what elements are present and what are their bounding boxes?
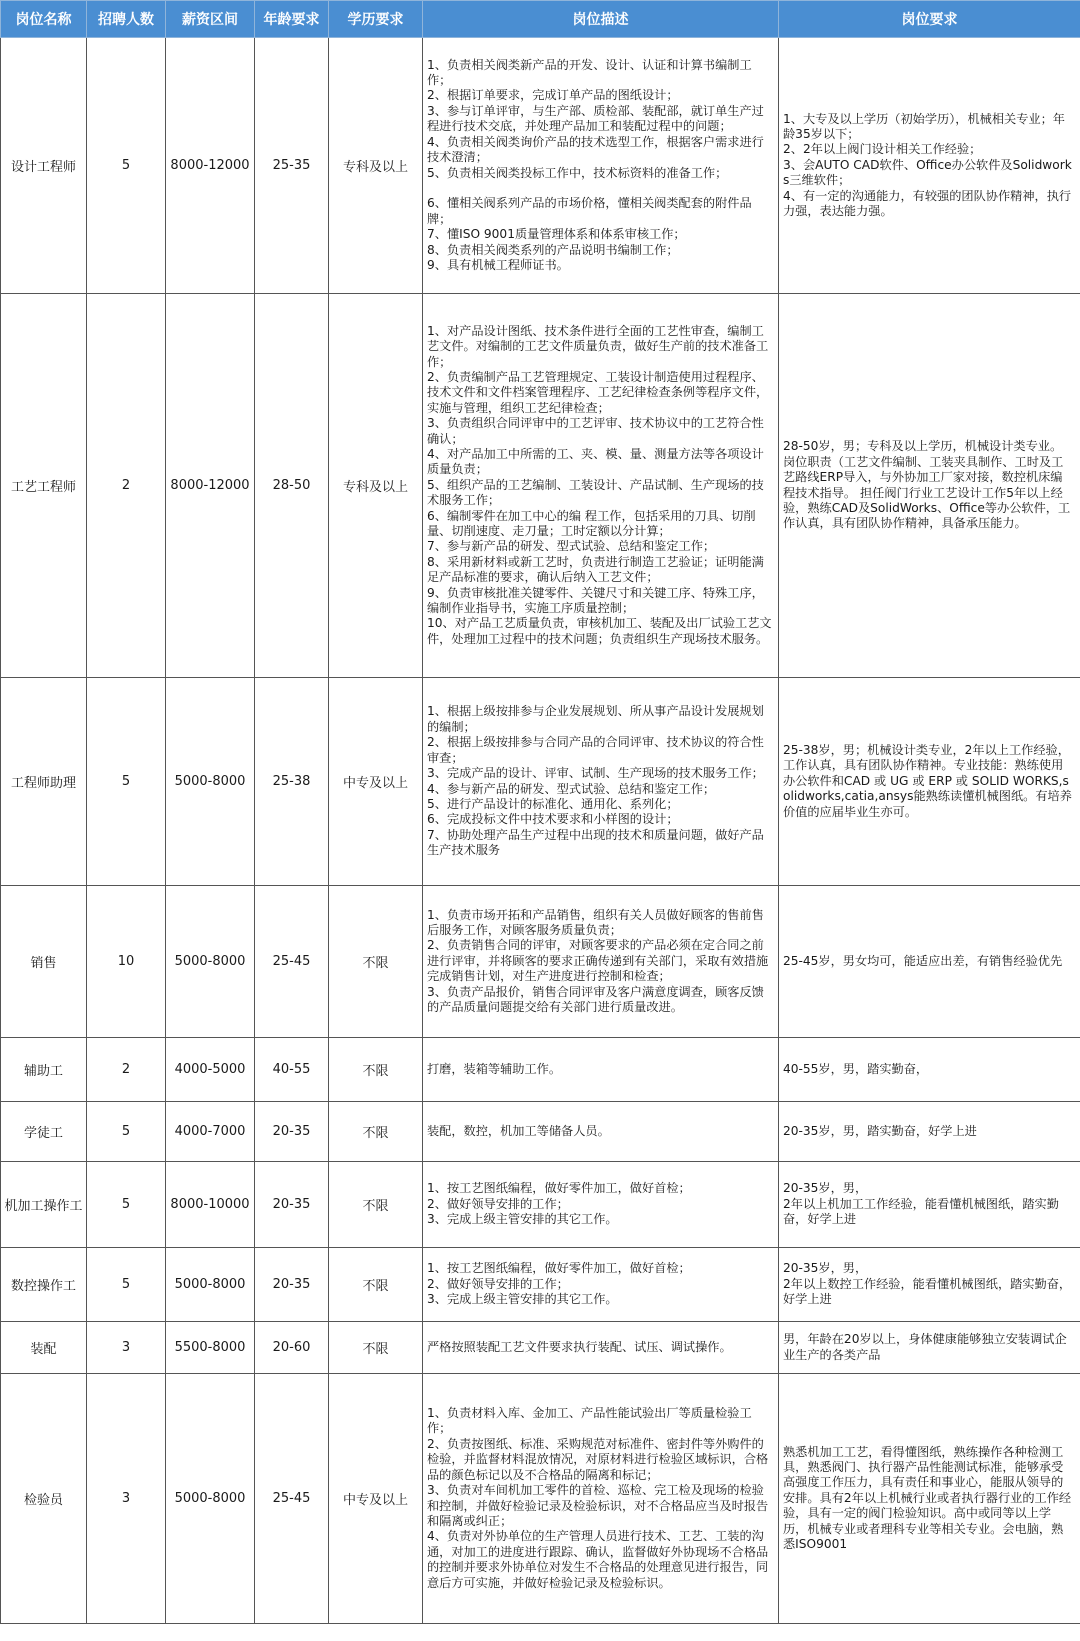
position-name: 销售 [1,886,87,1038]
table-row [1,1322,1080,1374]
headcount: 2 [87,1038,166,1102]
job-requirements: 40-55岁，男，踏实勤奋， [779,1038,1080,1102]
education: 不限 [329,1162,423,1248]
job-requirements: 男，年龄在20岁以上，身体健康能够独立安装调试企业生产的各类产品 [779,1322,1080,1374]
header-job-description: 岗位描述 [423,1,779,38]
headcount: 3 [87,1322,166,1374]
job-requirements: 20-35岁，男，踏实勤奋，好学上进 [779,1102,1080,1162]
job-requirements: 25-45岁，男女均可，能适应出差，有销售经验优先 [779,886,1080,1038]
headcount: 5 [87,678,166,886]
position-name: 数控操作工 [1,1248,87,1322]
header-position-name: 岗位名称 [1,1,87,38]
position-name: 机加工操作工 [1,1162,87,1248]
salary-range: 5000-8000 [166,886,255,1038]
education: 中专及以上 [329,1374,423,1624]
job-description: 1、按工艺图纸编程，做好零件加工，做好首检； 2、做好领导安排的工作； 3、完成上级主管安排的其它工作。 [423,1162,779,1248]
job-description: 严格按照装配工艺文件要求执行装配、试压、调试操作。 [423,1322,779,1374]
headcount: 2 [87,294,166,678]
job-description: 1、负责材料入库、金加工、产品性能试验出厂等质量检验工作； 2、负责按图纸、标准、采购规范对标准件、密封件等外购件的检验，并监督材料混放情况，对原材料进行检验区域标识，合格品的颜色标记以及不合格品的隔离和标记； 3、负责对车间机加工零件的首检、巡检、完工检及现场的检验和控制，并做好检验记录及检验标识，对不合格品应当及时报告和隔离或纠正； 4、负责对外协单位的生产管理人员进行技术、工艺、工装的沟通，对加工的进度进行跟踪、确认，监督做好外协现场不合格品的控制并要求外协单位对发生不合格品的处理意见进行报告，同意后方可实施，并做好检验记录及检验标识。 [423,1374,779,1624]
age-range: 20-35 [255,1162,329,1248]
salary-range: 8000-12000 [166,38,255,294]
salary-range: 5000-8000 [166,678,255,886]
position-name: 工程师助理 [1,678,87,886]
table-row [1,1102,1080,1162]
education: 专科及以上 [329,38,423,294]
position-name: 辅助工 [1,1038,87,1102]
education: 不限 [329,1248,423,1322]
headcount: 5 [87,1248,166,1322]
table-row [1,1038,1080,1102]
table-row [1,294,1080,678]
header-salary-range: 薪资区间 [166,1,255,38]
education: 中专及以上 [329,678,423,886]
job-requirements: 1、大专及以上学历（初始学历），机械相关专业；年龄35岁以下； 2、2年以上阀门设计相关工作经验； 3、会AUTO CAD软件、Office办公软件及Solidworks三维软件； 4、有一定的沟通能力，有较强的团队协作精神，执行力强，表达能力强。 [779,38,1080,294]
headcount: 10 [87,886,166,1038]
table-row [1,38,1080,294]
job-requirements: 25-38岁，男；机械设计类专业，2年以上工作经验，工作认真，具有团队协作精神。专业技能：熟练使用办公软件和CAD 或 UG 或 ERP 或 SOLID WORKS,solidworks,catia,ansys能熟练读懂机械图纸。有培养价值的应届毕业生亦可。 [779,678,1080,886]
job-description: 打磨，装箱等辅助工作。 [423,1038,779,1102]
job-description: 1、负责市场开拓和产品销售，组织有关人员做好顾客的售前售后服务工作，对顾客服务质量负责； 2、负责销售合同的评审，对顾客要求的产品必须在定合同之前进行评审，并将顾客的要求正确传递到有关部门，采取有效措施完成销售计划，对生产进度进行控制和检查； 3、负责产品报价，销售合同评审及客户满意度调查，顾客反馈的产品质量问题提交给有关部门进行质量改进。 [423,886,779,1038]
header-row [1,1,1080,38]
education: 专科及以上 [329,294,423,678]
education: 不限 [329,1322,423,1374]
header-education-requirement: 学历要求 [329,1,423,38]
job-requirements: 28-50岁，男；专科及以上学历，机械设计类专业。岗位职责（工艺文件编制、工装夹具制作、工时及工艺路线ERP导入，与外协加工厂家对接，数控机床编程技术指导。 担任阀门行业工艺设计工作5年以上经验，熟练CAD及SolidWorks、Office等办公软件，工作认真，具有团队协作精神，具备承压能力。 [779,294,1080,678]
salary-range: 4000-7000 [166,1102,255,1162]
salary-range: 5000-8000 [166,1374,255,1624]
position-name: 装配 [1,1322,87,1374]
table-row [1,1162,1080,1248]
job-description: 装配，数控，机加工等储备人员。 [423,1102,779,1162]
age-range: 20-60 [255,1322,329,1374]
age-range: 40-55 [255,1038,329,1102]
job-description: 1、对产品设计图纸、技术条件进行全面的工艺性审查，编制工艺文件。对编制的工艺文件质量负责，做好生产前的技术准备工作； 2、负责编制产品工艺管理规定、工装设计制造使用过程程序、技术文件和文件档案管理程序、工艺纪律检查条例等程序文件，实施与管理，组织工艺纪律检查； 3、负责组织合同评审中的工艺评审、技术协议中的工艺符合性确认； 4、对产品加工中所需的工、夹、模、量、测量方法等各项设计质量负责； 5、组织产品的工艺编制、工装设计、产品试制、生产现场的技术服务工作； 6、编制零件在加工中心的编 程工作，包括采用的刀具、切削量、切削速度、走刀量；工时定额以分计算； 7、参与新产品的研发、型式试验、总结和鉴定工作； 8、采用新材料或新工艺时，负责进行制造工艺验证；证明能满足产品标准的要求，确认后纳入工艺文件； 9、负责审核批准关键零件、关键尺寸和关键工序、特殊工序，编制作业指导书，实施工序质量控制； 10、对产品工艺质量负责，审核机加工、装配及出厂试验工艺文件，处理加工过程中的技术问题；负责组织生产现场技术服务。 [423,294,779,678]
education: 不限 [329,1038,423,1102]
headcount: 5 [87,1162,166,1248]
job-description: 1、负责相关阀类新产品的开发、设计、认证和计算书编制工作； 2、根据订单要求，完成订单产品的图纸设计； 3、参与订单评审，与生产部、质检部、装配部，就订单生产过程进行技术交底，并处理产品加工和装配过程中的问题； 4、负责相关阀类询价产品的技术选型工作，根据客户需求进行技术澄清； 5、负责相关阀类投标工作中，技术标资料的准备工作； 6、懂相关阀系列产品的市场价格，懂相关阀类配套的附件品牌； 7、懂ISO 9001质量管理体系和体系审核工作； 8、负责相关阀类系列的产品说明书编制工作； 9、具有机械工程师证书。 [423,38,779,294]
salary-range: 5000-8000 [166,1248,255,1322]
salary-range: 4000-5000 [166,1038,255,1102]
age-range: 20-35 [255,1102,329,1162]
age-range: 28-50 [255,294,329,678]
table-body [1,38,1080,1624]
position-name: 工艺工程师 [1,294,87,678]
age-range: 25-45 [255,886,329,1038]
header-headcount: 招聘人数 [87,1,166,38]
salary-range: 8000-10000 [166,1162,255,1248]
education: 不限 [329,886,423,1038]
headcount: 3 [87,1374,166,1624]
headcount: 5 [87,38,166,294]
position-name: 学徒工 [1,1102,87,1162]
age-range: 25-45 [255,1374,329,1624]
education: 不限 [329,1102,423,1162]
salary-range: 8000-12000 [166,294,255,678]
age-range: 20-35 [255,1248,329,1322]
job-description: 1、根据上级按排参与企业发展规划、所从事产品设计发展规划的编制； 2、根据上级按排参与合同产品的合同评审、技术协议的符合性审查； 3、完成产品的设计、评审、试制、生产现场的技术服务工作； 4、参与新产品的研发、型式试验、总结和鉴定工作； 5、进行产品设计的标准化、通用化、系列化； 6、完成投标文件中技术要求和小样图的设计； 7、协助处理产品生产过程中出现的技术和质量问题，做好产品生产技术服务 [423,678,779,886]
table-row [1,678,1080,886]
job-requirements: 20-35岁，男， 2年以上机加工工作经验，能看懂机械图纸，踏实勤奋，好学上进 [779,1162,1080,1248]
headcount: 5 [87,1102,166,1162]
job-description: 1、按工艺图纸编程，做好零件加工，做好首检； 2、做好领导安排的工作； 3、完成上级主管安排的其它工作。 [423,1248,779,1322]
table-header [1,1,1080,38]
job-requirements: 熟悉机加工工艺，看得懂图纸，熟练操作各种检测工具，熟悉阀门、执行器产品性能测试标准，能够承受高强度工作压力，具有责任和事业心，能服从领导的安排。具有2年以上机械行业或者执行器行业的工作经验，具有一定的阀门检验知识。高中或同等以上学历，机械专业或者理科专业等相关专业。会电脑，熟悉ISO9001 [779,1374,1080,1624]
job-requirements: 20-35岁，男， 2年以上数控工作经验，能看懂机械图纸，踏实勤奋，好学上进 [779,1248,1080,1322]
table-row [1,886,1080,1038]
salary-range: 5500-8000 [166,1322,255,1374]
table-row [1,1248,1080,1322]
position-name: 设计工程师 [1,38,87,294]
age-range: 25-35 [255,38,329,294]
header-job-requirements: 岗位要求 [779,1,1080,38]
age-range: 25-38 [255,678,329,886]
position-name: 检验员 [1,1374,87,1624]
table-row [1,1374,1080,1624]
header-age-requirement: 年龄要求 [255,1,329,38]
